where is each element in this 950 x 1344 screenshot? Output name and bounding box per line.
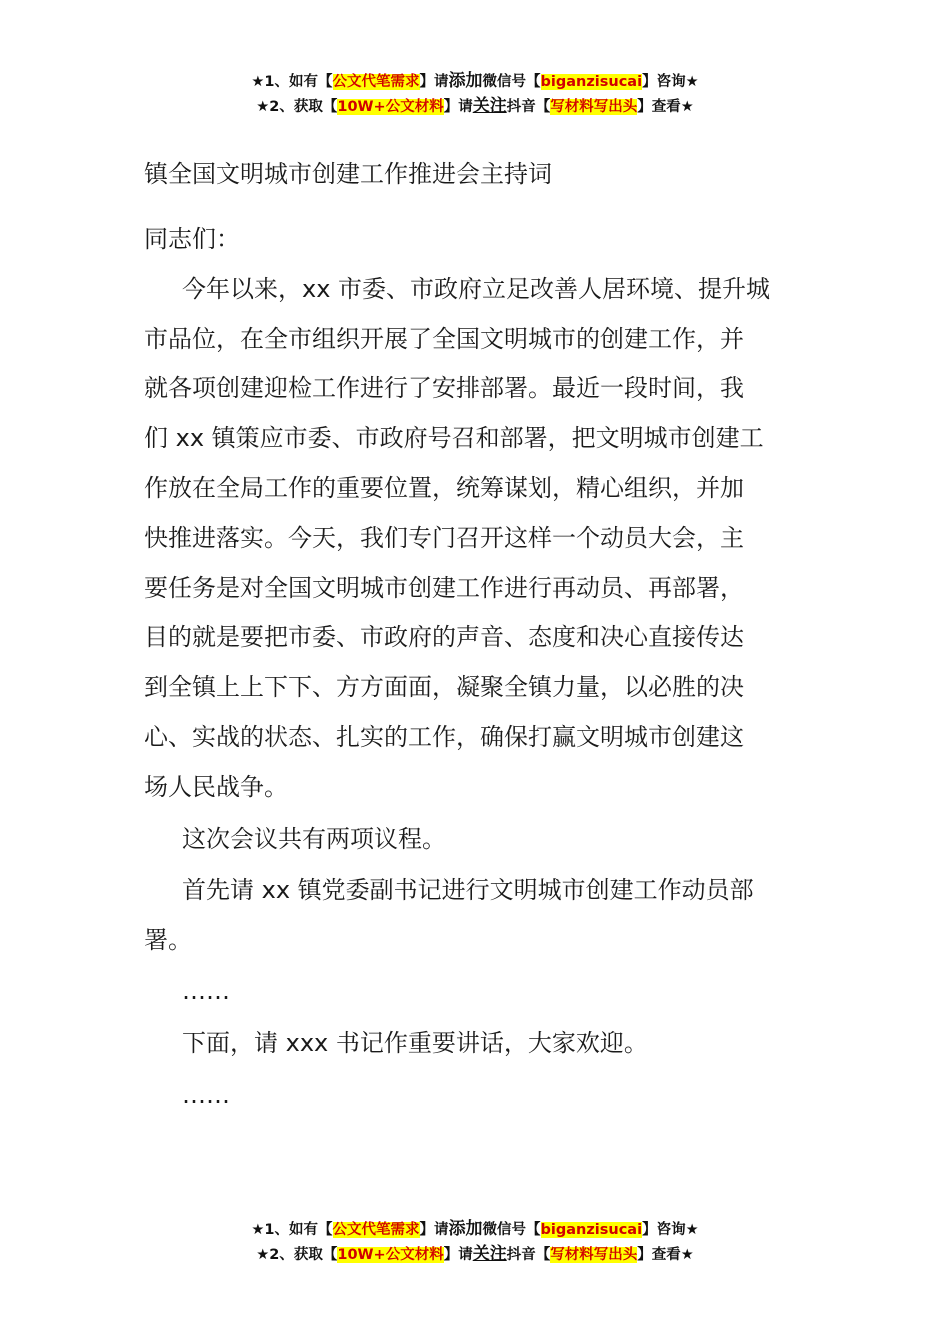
- banner-text: 】请: [443, 99, 473, 115]
- banner-text: 】咨询★: [642, 74, 699, 90]
- banner-text: 】请: [419, 74, 449, 90]
- banner-text: 】查看★: [637, 99, 694, 115]
- banner-highlight: 10W+公文材料: [337, 1247, 444, 1263]
- banner-emphasis: 添加: [448, 71, 483, 91]
- ellipsis: ……: [182, 977, 230, 1005]
- paragraph-line: 们 xx 镇策应市委、市政府号召和部署，把文明城市创建工: [144, 424, 764, 452]
- document-title: 镇全国文明城市创建工作推进会主持词: [144, 160, 552, 188]
- agenda-line: 这次会议共有两项议程。: [182, 825, 446, 853]
- banner-emphasis: 关注: [472, 96, 507, 116]
- banner-text: 抖音【: [506, 1247, 551, 1263]
- banner-line-1: [0, 1217, 950, 1242]
- banner-highlight: biganzisucai: [540, 74, 643, 90]
- paragraph-line: 快推进落实。今天，我们专门召开这样一个动员大会，主: [144, 524, 744, 552]
- ellipsis: ……: [182, 1081, 230, 1109]
- banner-text: ★1、如有【: [251, 74, 333, 90]
- banner-emphasis: 关注: [472, 1244, 507, 1264]
- paragraph-line: 作放在全局工作的重要位置，统筹谋划，精心组织，并加: [144, 474, 744, 502]
- banner-highlight: 10W+公文材料: [337, 99, 444, 115]
- first-item-line: 署。: [144, 926, 192, 954]
- paragraph-line: 到全镇上上下下、方方面面，凝聚全镇力量，以必胜的决: [144, 673, 744, 701]
- paragraph-line: 场人民战争。: [144, 773, 288, 801]
- banner-text: 微信号【: [482, 1222, 541, 1238]
- banner-highlight: biganzisucai: [540, 1222, 643, 1238]
- banner-text: ★1、如有【: [251, 1222, 333, 1238]
- paragraph-line: 今年以来，xx 市委、市政府立足改善人居环境、提升城: [182, 275, 771, 303]
- header-banner: [0, 69, 950, 119]
- paragraph-line: 要任务是对全国文明城市创建工作进行再动员、再部署，: [144, 574, 744, 602]
- banner-text: 】请: [443, 1247, 473, 1263]
- paragraph-line: 市品位，在全市组织开展了全国文明城市的创建工作，并: [144, 325, 744, 353]
- banner-line-2: [0, 1242, 950, 1267]
- banner-line-1: [0, 69, 950, 94]
- banner-highlight: 写材料写出头: [550, 1247, 638, 1263]
- footer-banner: [0, 1217, 950, 1267]
- first-item-line: 首先请 xx 镇党委副书记进行文明城市创建工作动员部: [182, 876, 754, 904]
- banner-text: ★2、获取【: [256, 1247, 338, 1263]
- banner-highlight: 写材料写出头: [550, 99, 638, 115]
- paragraph-line: 目的就是要把市委、市政府的声音、态度和决心直接传达: [144, 623, 744, 651]
- banner-line-2: [0, 94, 950, 119]
- salutation: 同志们：: [144, 225, 240, 253]
- banner-text: 微信号【: [482, 74, 541, 90]
- banner-emphasis: 添加: [448, 1219, 483, 1239]
- banner-highlight: 公文代笔需求: [332, 1222, 420, 1238]
- paragraph-line: 心、实战的状态、扎实的工作，确保打赢文明城市创建这: [144, 723, 744, 751]
- second-item-line: 下面，请 xxx 书记作重要讲话，大家欢迎。: [182, 1029, 648, 1057]
- banner-text: 抖音【: [506, 99, 551, 115]
- banner-text: 】咨询★: [642, 1222, 699, 1238]
- banner-highlight: 公文代笔需求: [332, 74, 420, 90]
- banner-text: 】请: [419, 1222, 449, 1238]
- paragraph-line: 就各项创建迎检工作进行了安排部署。最近一段时间，我: [144, 374, 744, 402]
- banner-text: 】查看★: [637, 1247, 694, 1263]
- banner-text: ★2、获取【: [256, 99, 338, 115]
